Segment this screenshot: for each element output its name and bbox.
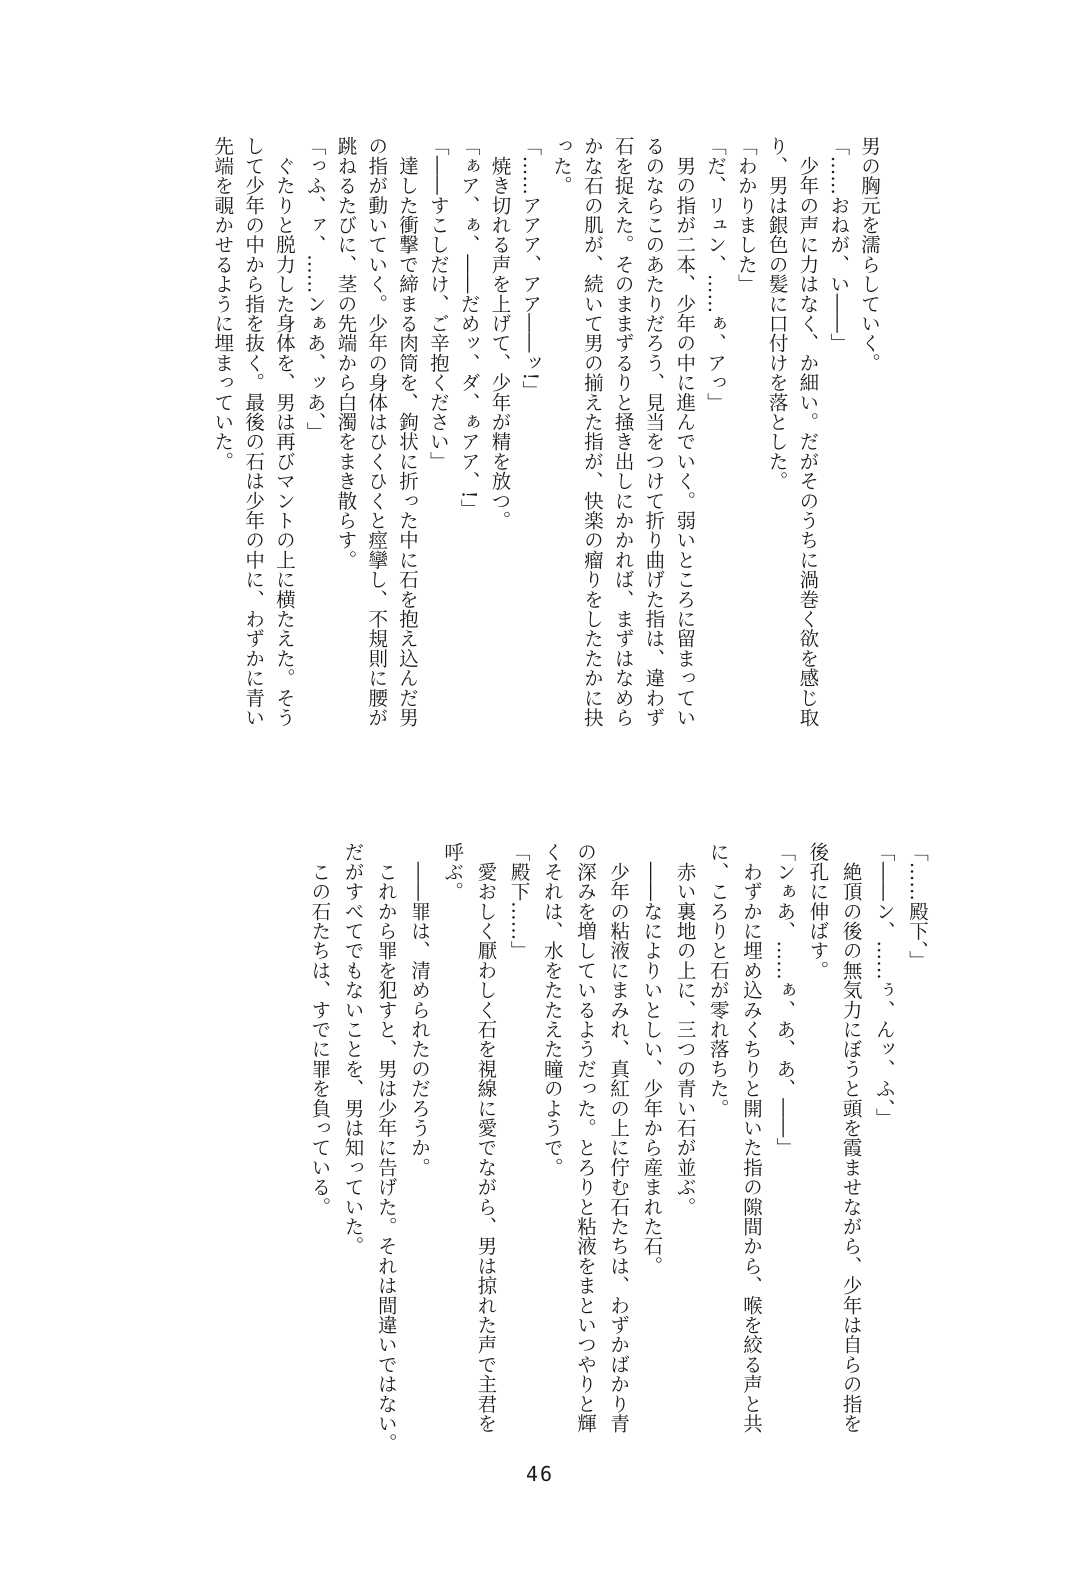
- text-line: 「だ、リュン、……ぁ、アっ」: [704, 136, 728, 412]
- text-line: 「わかりました」: [734, 136, 758, 294]
- text-block-lower: [303, 842, 934, 1453]
- text-line: 呼ぶ。: [441, 842, 465, 902]
- text-line: 赤い裏地の上に、三つの青い石が並ぶ。: [673, 842, 697, 1217]
- text-line: に、ころりと石が零れ落ちた。: [706, 842, 730, 1118]
- text-line: 先端を覗かせるように埋まっていた。: [211, 136, 235, 471]
- text-line: 達した衝撃で締まる肉筒を、鉤状に折った中に石を抱え込んだ男: [396, 136, 420, 728]
- text-line: った。: [550, 136, 574, 196]
- text-line: 「殿下……」: [507, 842, 531, 961]
- text-line: の深みを増しているようだった。とろりと粘液をまといつやりと輝: [573, 842, 597, 1433]
- text-line: 石を捉えた。そのままずるりと掻き出しにかかれば、まずはなめら: [611, 136, 635, 727]
- text-line: 少年の声に力はなく、か細い。だがそのうちに渦巻く欲を感じ取: [796, 136, 820, 727]
- text-line: 絶頂の後の無気力にぼうと頭を霞ませながら、少年は自らの指を: [839, 842, 863, 1433]
- text-line: るのならこのあたりだろう、見当をつけて折り曲げた指は、違わず: [642, 136, 666, 727]
- text-line: 「ンぁあ、……ぁ、あ、あ、――」: [773, 842, 797, 1158]
- text-line: 「――ン、……ぅ、んッ、ふ、」: [872, 842, 896, 1128]
- text-line: 愛おしく厭わしく石を視線に愛でながら、男は掠れた声で主君を: [474, 842, 498, 1434]
- text-line: 「……殿下、」: [906, 842, 929, 971]
- text-block-upper: [206, 136, 884, 728]
- page-number: 46: [525, 1462, 555, 1486]
- text-line: 少年の粘液にまみれ、真紅の上に佇む石たちは、わずかばかり青: [607, 842, 631, 1434]
- text-line: かな石の肌が、続いて男の揃えた指が、快楽の瘤りをしたたかに抉: [580, 136, 604, 727]
- text-line: 男の胸元を濡らしていく。: [858, 136, 881, 373]
- text-line: 後孔に伸ばす。: [806, 842, 830, 980]
- text-line: だがすべてでもないことを、男は知っていた。: [341, 842, 365, 1256]
- text-line: 焼き切れる声を上げて、少年が精を放つ。: [488, 136, 512, 530]
- text-line: これから罪を犯すと、男は少年に告げた。それは間違いではない。: [374, 842, 398, 1453]
- text-line: ――罪は、清められたのだろうか。: [407, 842, 431, 1177]
- text-line: の指が動いていく。少年の身体はひくひくと痙攣し、不規則に腰が: [365, 136, 389, 727]
- text-line: 「――すこしだけ、ご辛抱ください」: [426, 136, 450, 471]
- text-line: この石たちは、すでに罪を負っている。: [308, 842, 332, 1217]
- text-line: 「……アアア、アア――ッ!」: [519, 136, 543, 401]
- text-line: わずかに埋め込みくちりと開いた指の隙間から、喉を絞る声と共: [739, 842, 763, 1434]
- text-line: くそれは、水をたたえた瞳のようで。: [540, 842, 564, 1177]
- text-line: 「っふ、ァ、……ンぁあ、ッあ、」: [303, 136, 327, 442]
- text-line: ぐたりと脱力した身体を、男は再びマントの上に横たえた。そう: [272, 136, 296, 727]
- text-line: 跳ねるたびに、茎の先端から白濁をまき散らす。: [334, 136, 358, 570]
- text-line: 男の指が二本、少年の中に進んでいく。弱いところに留まってい: [673, 136, 697, 727]
- text-line: ――なによりいとしい、少年から産まれた石。: [640, 842, 664, 1276]
- text-line: り、男は銀色の髪に口付けを落とした。: [765, 136, 789, 491]
- text-line: 「ぁア、ぁ、――だめッ、ダ、ぁアア、!」: [457, 136, 481, 519]
- text-line: 「……おねが、い――」: [827, 136, 851, 353]
- text-line: して少年の中から指を抜く。最後の石は少年の中に、わずかに青い: [242, 136, 266, 727]
